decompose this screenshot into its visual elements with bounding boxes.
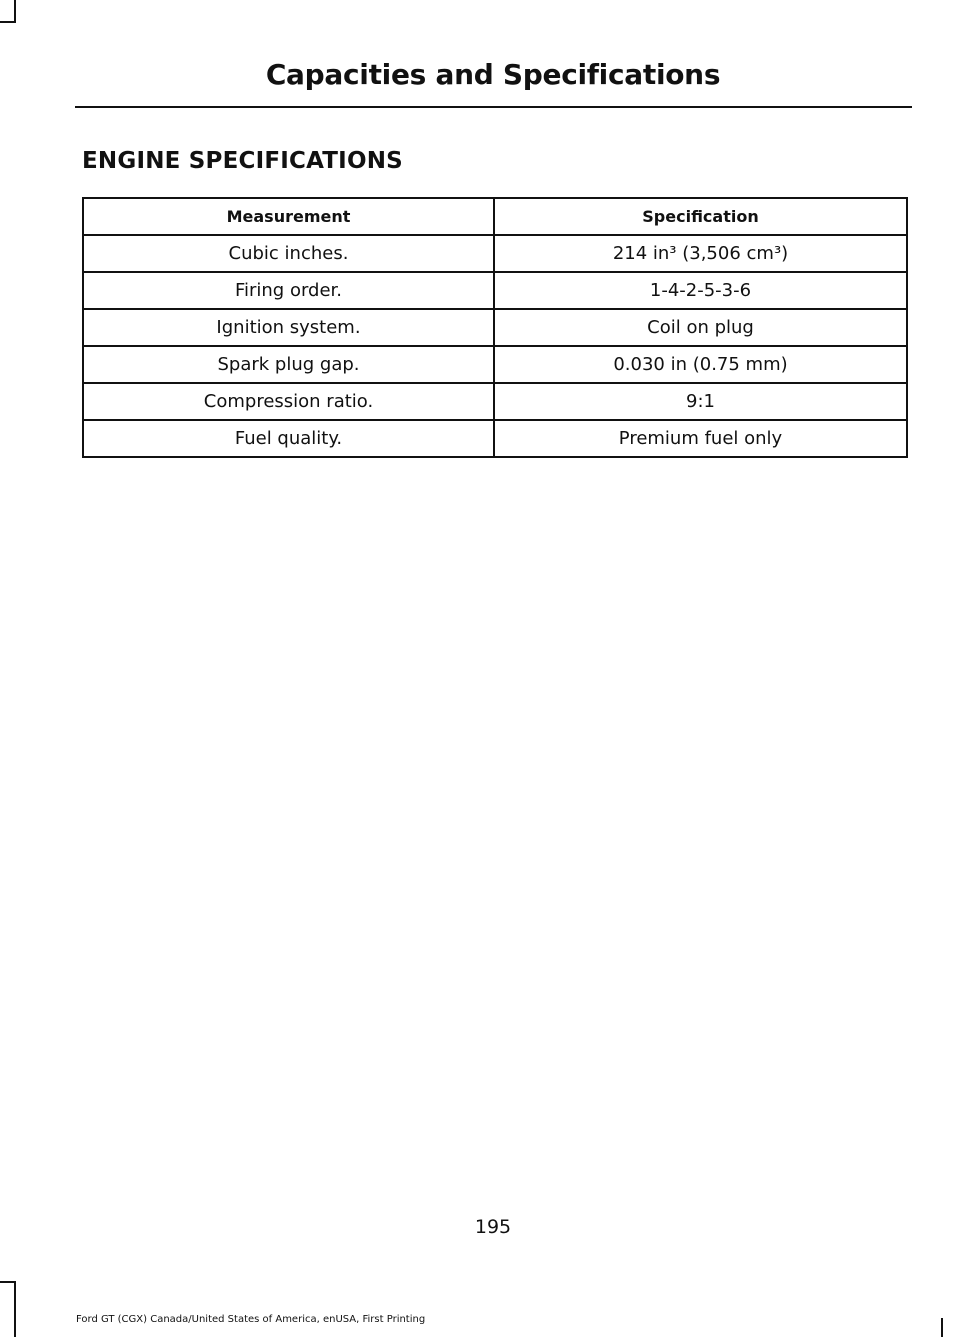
crop-mark-top-left-vertical	[14, 0, 16, 22]
table-row	[83, 272, 907, 309]
measurement-cell: Cubic inches.	[83, 235, 494, 272]
table-row	[83, 383, 907, 420]
specification-cell: 9:1	[494, 383, 907, 420]
publication-footer: Ford GT (CGX) Canada/United States of America, enUSA, First Printing	[76, 1314, 426, 1325]
table-row	[83, 235, 907, 272]
page-number: 195	[474, 1216, 512, 1238]
crop-mark-bottom-left-vertical	[14, 1281, 16, 1337]
table-row	[83, 420, 907, 457]
specification-cell: 0.030 in (0.75 mm)	[494, 346, 907, 383]
measurement-cell: Spark plug gap.	[83, 346, 494, 383]
page-header-title: Capacities and Specifications	[265, 58, 721, 91]
specification-cell: Coil on plug	[494, 309, 907, 346]
crop-mark-bottom-right-vertical	[941, 1318, 943, 1337]
table-header-row	[83, 198, 907, 235]
specification-cell: Premium fuel only	[494, 420, 907, 457]
measurement-cell: Ignition system.	[83, 309, 494, 346]
section-title: ENGINE SPECIFICATIONS	[82, 148, 403, 174]
column-header-specification: Specification	[494, 198, 907, 235]
specification-cell: 1-4-2-5-3-6	[494, 272, 907, 309]
specification-cell: 214 in³ (3,506 cm³)	[494, 235, 907, 272]
measurement-cell: Compression ratio.	[83, 383, 494, 420]
header-divider	[75, 106, 912, 108]
measurement-cell: Firing order.	[83, 272, 494, 309]
table-row	[83, 346, 907, 383]
measurement-cell: Fuel quality.	[83, 420, 494, 457]
column-header-measurement: Measurement	[83, 198, 494, 235]
table-row	[83, 309, 907, 346]
crop-mark-top-left-horizontal	[0, 21, 16, 23]
engine-specifications-table	[82, 197, 908, 458]
